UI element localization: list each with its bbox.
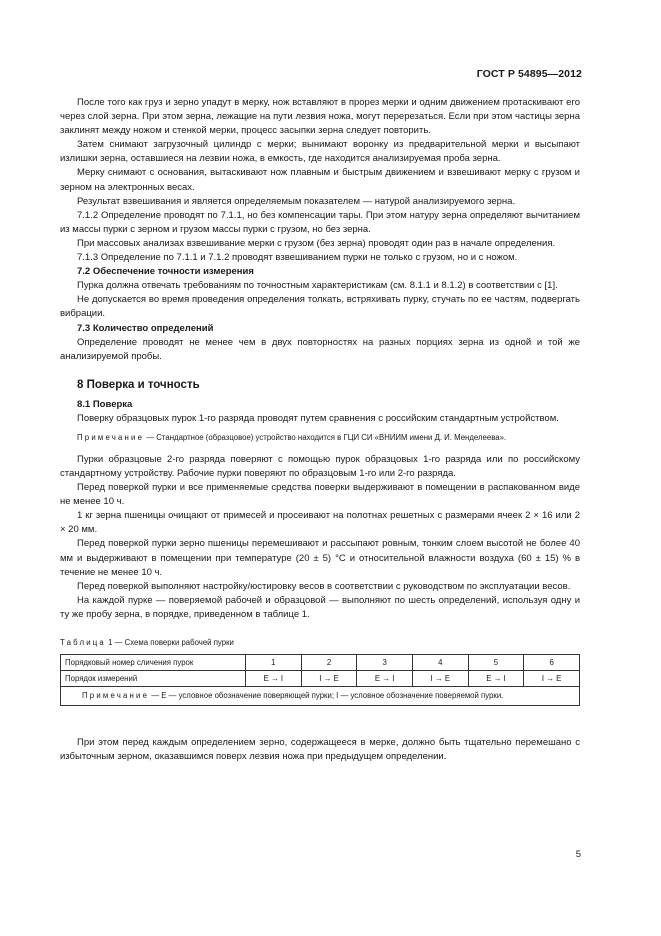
table-cell: 6 [524,655,580,671]
paragraph: При этом перед каждым определением зерно, содержащееся в мерке, должно быть тщательно перемешано с избыточным зерном, оказавшимся поверх лезвия ножа при предыдущем определении. [60,737,580,763]
paragraph: Определение проводят не менее чем в двух повторностях на разных порциях зерна из одной и той же анализируемой пробы. [60,336,580,362]
table-cell: I → E [301,671,357,687]
note-label: Примечание [77,433,145,443]
table-row [61,655,580,671]
paragraph: При массовых анализах взвешивание мерки с грузом (без зерна) проводят один раз в начале определения. [77,237,556,249]
paragraph: Пурки образцовые 2-го разряда поверяют с помощью пурок образцовых 1-го разряда или по российскому стандартному устройству. Рабочие пурки поверяют по образцовым 1-го или 2-го разряда. [60,453,580,479]
paragraph: Перед поверкой пурки зерно пшеницы перемешивают и рассыпают ровным, тонким слоем высотой не более 40 мм и выдерживают в помещении при температуре (20 ± 5) °С и относительной влажности воздуха (60 ± 15) % в течение не менее 10 ч. [60,538,580,578]
paragraph-7-1-2: 7.1.2 Определение проводят по 7.1.1, но без компенсации тары. При этом натуру зерна определяют вычитанием из массы пурки с зерном и грузом массы пурки с грузом, но без зерна. [60,209,580,235]
section-8-heading: 8 Поверка и точность [77,378,200,391]
paragraph: 1 кг зерна пшеницы очищают от примесей и просеивают на полотнах решетных с размерами ячеек 2 × 16 или 2 × 20 мм. [60,510,580,536]
paragraph: Пурка должна отвечать требованиям по точностным характеристикам (см. 8.1.1 и 8.1.2) в соответствии с [1]. [77,280,558,292]
paragraph: Мерку снимают с основания, вытаскивают нож плавным и быстрым движением и взвешивают мерку с грузом и зерном на электронных весах. [60,167,580,193]
paragraph: Результат взвешивания и является определяемым показателем — натурой анализируемого зерна. [77,195,516,207]
table-cell: E → I [246,671,302,687]
paragraph: Поверку образцовых пурок 1-го разряда проводят путем сравнения с российским стандартным устройством. [77,412,559,424]
table-row-header: Порядковый номер сличения пурок [61,655,246,671]
verification-scheme-table [60,654,580,706]
page-number: 5 [575,849,581,860]
page-body [60,96,580,764]
paragraph: Затем снимают загрузочный цилиндр с мерки; вынимают воронку из предварительной мерки и высыпают излишки зерна, оставшиеся на лезвии ножа, в емкость, где находится анализируемая проба зерна. [60,139,580,165]
paragraph: На каждой пурке — поверяемой рабочей и образцовой — выполняют по шесть определений, используя одну и ту же пробу зерна, в порядке, приведенном в таблице 1. [60,594,580,620]
paragraph-7-1-3: 7.1.3 Определение по 7.1.1 и 7.1.2 проводят взвешиванием пурки не только с грузом, но и с ножом. [77,252,518,264]
section-7-2-heading: 7.2 Обеспечение точности измерения [77,266,254,278]
table-note-text: — Е — условное обозначение поверяющей пурки; I — условное обозначение поверяемой пурки. [149,691,504,701]
table-cell: I → E [524,671,580,687]
table-cell: E → I [468,671,524,687]
paragraph: Не допускается во время проведения определения толкать, встряхивать пурку, стучать по ее частям, подвергать вибрации. [60,294,580,320]
table-note [61,687,580,706]
table-cell: E → I [357,671,413,687]
table-cell: 2 [301,655,357,671]
table-caption-label: Таблица [60,637,106,647]
table-note-label: Примечание [82,691,150,701]
table-caption [60,636,580,650]
table-cell: 1 [246,655,302,671]
paragraph: Перед поверкой выполняют настройку/юстировку весов в соответствии с руководством по эксплуатации весов. [77,580,571,592]
note-text: — Стандартное (образцовое) устройство находится в ГЦИ СИ «ВНИИМ имени Д. И. Менделеева». [144,433,507,443]
paragraph: Перед поверкой пурки и все применяемые средства поверки выдерживают в помещении в распакованном виде не менее 10 ч. [60,482,580,508]
section-7-3-heading: 7.3 Количество определений [77,322,214,334]
note [60,432,580,445]
table-cell: 3 [357,655,413,671]
table-cell: 5 [468,655,524,671]
section-8-1-heading: 8.1 Поверка [77,398,133,410]
table-cell: 4 [412,655,468,671]
document-code: ГОСТ Р 54895—2012 [476,68,582,80]
table-row-header: Порядок измерений [61,671,246,687]
table-caption-text: 1 — Схема поверки рабочей пурки [105,637,234,647]
paragraph: После того как груз и зерно упадут в мерку, нож вставляют в прорез мерки и одним движением протаскивают его через слой зерна. При этом зерна, лежащие на пути лезвия ножа, могут перерезаться. Если при этом частицы зерна заклинят между ножом и стенкой мерки, процесс засыпки зерна следует повторить. [60,97,580,137]
table-cell: I → E [412,671,468,687]
table-row [61,687,580,706]
table-row [61,671,580,687]
